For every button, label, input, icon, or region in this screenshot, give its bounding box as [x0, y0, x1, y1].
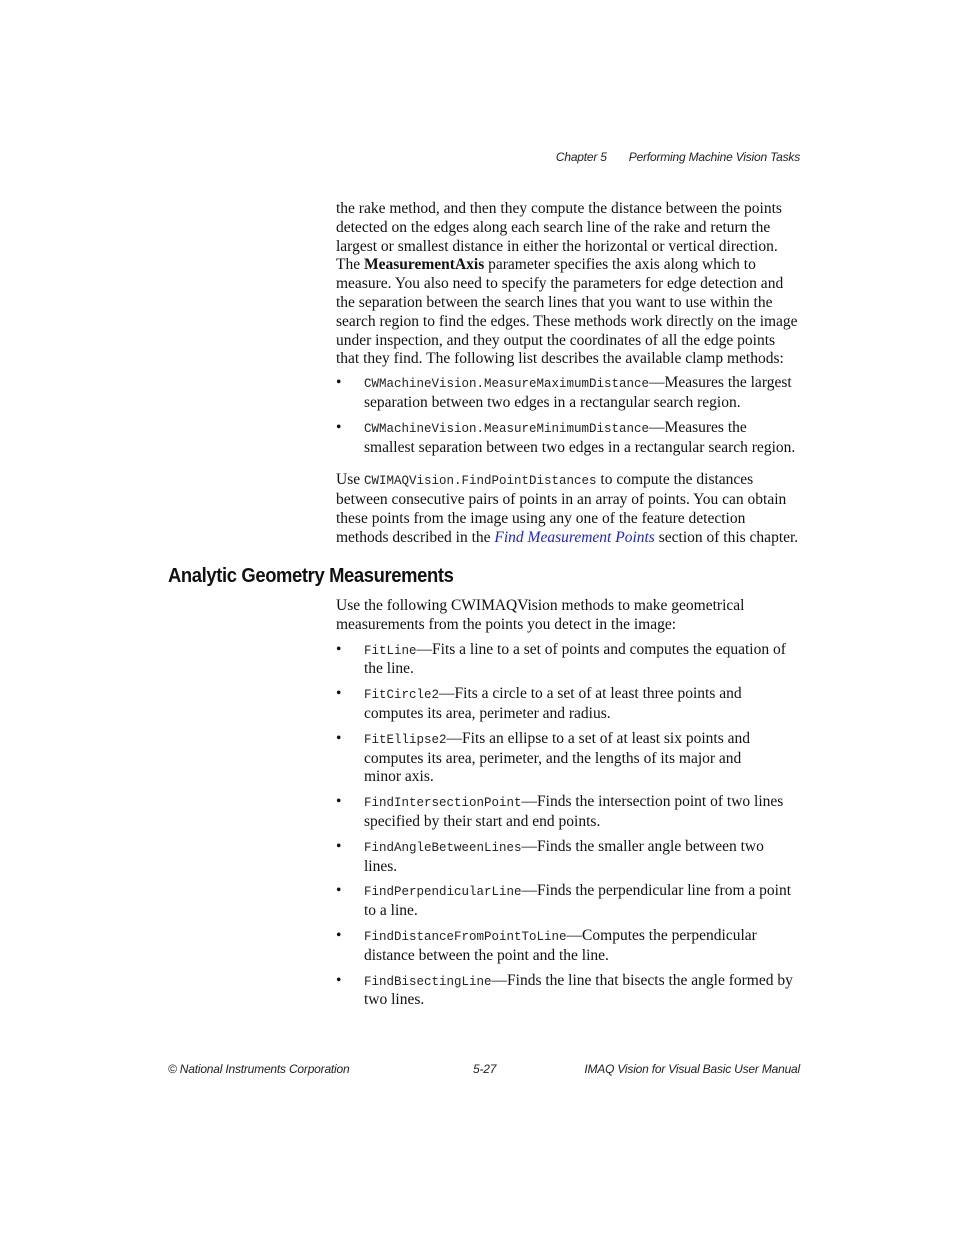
list-item — [336, 374, 800, 413]
list-item — [336, 685, 800, 724]
analytic-intro: Use the following CWIMAQVision methods to make geometrical measurements from the points you detect in the image: — [336, 597, 745, 633]
method-name: FindBisectingLine — [364, 974, 492, 989]
list-item — [336, 641, 800, 680]
method-name: FindDistanceFromPointToLine — [364, 929, 567, 944]
method-description: —Finds the perpendicular line from a point to a line. — [364, 882, 791, 920]
p2-text-3: section of this chapter. — [654, 528, 799, 546]
list-item — [336, 882, 800, 921]
intro-text-2: parameter specifies the axis along which to measure. You also need to specify the parameters for edge detection and the separation between the search lines that you want to use within the search region to find the edges. These methods work directly on the image under inspection, and they output the coordinates of all the edge points that they find. The following list describes the available clamp methods: — [336, 256, 798, 368]
bullet-glyph: • — [336, 882, 342, 900]
bullet-glyph: • — [336, 971, 342, 989]
method-name: FindAngleBetweenLines — [364, 840, 522, 855]
method-description: —Computes the perpendicular distance between the point and the line. — [364, 926, 757, 964]
geometry-methods-list — [336, 641, 800, 1011]
page-number: 5-27 — [473, 1062, 497, 1076]
bullet-glyph: • — [336, 793, 342, 811]
p2-text-1: Use — [336, 471, 364, 489]
list-item — [336, 972, 800, 1011]
method-description: —Finds the smaller angle between two lines. — [364, 837, 764, 875]
header-title: Performing Machine Vision Tasks — [628, 150, 800, 164]
bullet-glyph: • — [336, 374, 342, 392]
bullet-glyph: • — [336, 640, 342, 658]
p2-text-2: to compute the distances between consecutive pairs of points in an array of points. You can obtain these points from the image using any one of the feature detection methods described in the — [336, 471, 787, 546]
bullet-glyph: • — [336, 926, 342, 944]
analytic-section — [336, 597, 800, 1010]
method-description: —Fits an ellipse to a set of at least six points and computes its area, perimeter, and the lengths of its major and minor axis. — [364, 729, 751, 786]
method-name: FitEllipse2 — [364, 732, 447, 747]
bullet-glyph: • — [336, 837, 342, 855]
clamp-methods-list — [336, 374, 800, 457]
method-name: CWMachineVision.MeasureMaximumDistance — [364, 377, 650, 392]
list-item — [336, 793, 800, 832]
method-name: FitCircle2 — [364, 688, 440, 703]
method-description: —Fits a line to a set of points and computes the equation of the line. — [364, 640, 786, 678]
footer-copyright: © National Instruments Corporation — [168, 1062, 350, 1076]
list-item — [336, 419, 800, 458]
intro-paragraph — [336, 200, 800, 369]
method-description: —Fits a circle to a set of at least three points and computes its area, perimeter and radius. — [364, 685, 742, 722]
bullet-glyph: • — [336, 729, 342, 747]
list-item — [336, 838, 800, 877]
method-name: FindIntersectionPoint — [364, 796, 522, 811]
method-name: FindPerpendicularLine — [364, 885, 522, 900]
method-description: —Measures the largest separation between two edges in a rectangular search region. — [364, 374, 792, 411]
intro-text-1: the rake method, and then they compute the distance between the points detected on the edges along each search line of the rake and return the largest or smallest distance in either the horizontal or vertical direction. The — [336, 200, 782, 274]
section-heading: Analytic Geometry Measurements — [168, 565, 454, 587]
measurement-axis-term: MeasurementAxis — [363, 256, 485, 274]
find-measurement-points-link[interactable]: Find Measurement Points — [494, 528, 655, 546]
method-name: CWIMAQVision.FindPointDistances — [363, 474, 597, 489]
method-description: —Measures the smallest separation between two edges in a rectangular search region. — [364, 418, 796, 456]
method-description: —Finds the intersection point of two lines specified by their start and end points. — [364, 793, 784, 830]
bullet-glyph: • — [336, 685, 342, 703]
point-distances-paragraph — [336, 471, 800, 547]
running-header — [556, 150, 800, 164]
method-description: —Finds the line that bisects the angle formed by two lines. — [364, 971, 793, 1009]
list-item — [336, 927, 800, 966]
method-name: FitLine — [364, 643, 417, 658]
list-item — [336, 730, 800, 787]
header-chapter: Chapter 5 — [555, 150, 607, 164]
intro-section — [336, 200, 800, 548]
footer-manual-title: IMAQ Vision for Visual Basic User Manual — [584, 1062, 800, 1076]
method-name: CWMachineVision.MeasureMinimumDistance — [364, 421, 650, 436]
bullet-glyph: • — [336, 418, 342, 436]
